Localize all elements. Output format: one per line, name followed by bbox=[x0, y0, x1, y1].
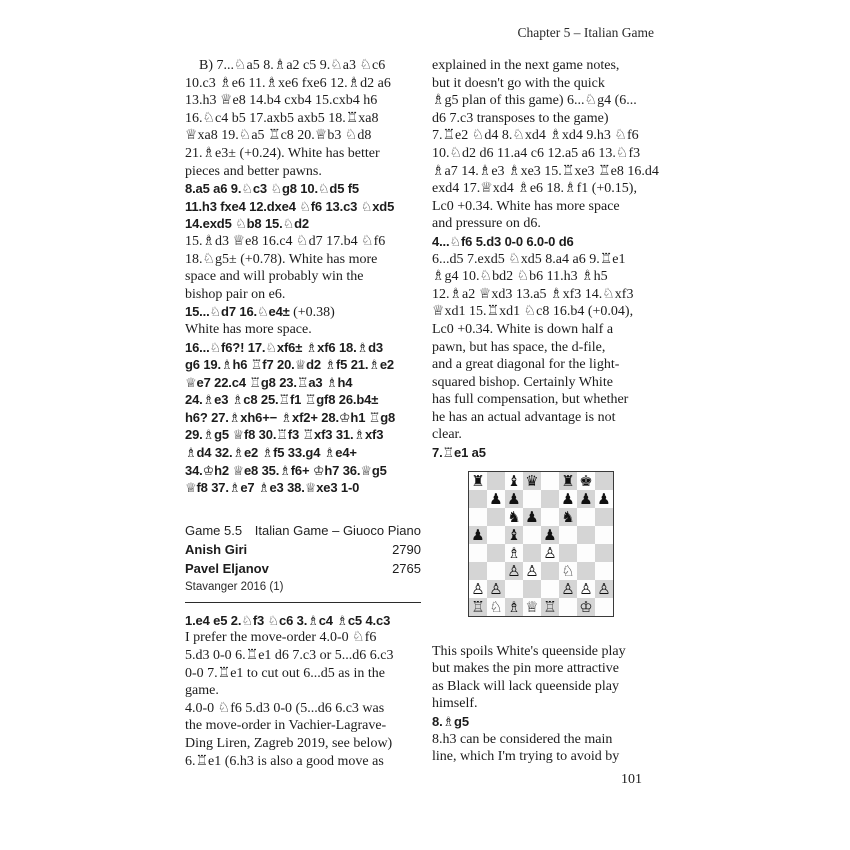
move-text: g6 19.♗h6 ♖f7 20.♕d2 ♗f5 21.♗e2 bbox=[185, 357, 394, 373]
black-player-row bbox=[185, 559, 421, 578]
white-rook-piece: ♖ bbox=[543, 597, 557, 616]
board-square bbox=[541, 508, 559, 526]
board-square bbox=[577, 508, 595, 526]
move-text: h6? 27.♗xh6+− ♗xf2+ 28.♔h1 ♖g8 bbox=[185, 409, 396, 425]
board-square bbox=[523, 526, 541, 544]
text-line bbox=[185, 339, 421, 357]
commentary-text: 0-0 7.♖e1 to cut out 6...d5 as in the bbox=[185, 665, 385, 681]
board-square bbox=[541, 526, 559, 544]
commentary-text: explained in the next game notes, bbox=[432, 58, 620, 73]
board-square bbox=[595, 598, 613, 616]
commentary-text: ♕xa8 19.♘a5 ♖c8 20.♕b3 ♘d8 bbox=[185, 128, 372, 144]
text-line bbox=[185, 479, 421, 497]
game-number: Game 5.5 bbox=[185, 522, 243, 538]
board-square bbox=[559, 472, 577, 490]
text-line bbox=[185, 735, 421, 753]
text-line bbox=[432, 145, 668, 163]
text-line bbox=[432, 180, 668, 198]
board-square bbox=[595, 580, 613, 598]
board-square bbox=[559, 508, 577, 526]
analysis-text-block bbox=[432, 643, 668, 766]
game-header-block bbox=[185, 521, 421, 603]
text-line bbox=[432, 444, 668, 462]
text-line bbox=[432, 198, 668, 216]
commentary-text: I prefer the move-order 4.0-0 ♘f6 bbox=[185, 630, 377, 646]
move-text: ♕f8 37.♗e7 ♗e3 38.♕xe3 1-0 bbox=[185, 480, 360, 496]
right-column bbox=[432, 57, 668, 766]
commentary-text: 10.♘d2 d6 11.a4 c6 12.a5 a6 13.♘f3 bbox=[432, 145, 641, 161]
text-line bbox=[185, 700, 421, 718]
text-line bbox=[185, 462, 421, 480]
commentary-text: exd4 17.♕xd4 ♗e6 18.♗f1 (+0.15), bbox=[432, 181, 637, 197]
text-line bbox=[185, 409, 421, 427]
board-square bbox=[487, 508, 505, 526]
text-line bbox=[432, 233, 668, 251]
board-square bbox=[559, 580, 577, 598]
board-square bbox=[523, 490, 541, 508]
text-line bbox=[185, 145, 421, 163]
commentary-text: game. bbox=[185, 683, 219, 699]
white-bishop-piece: ♗ bbox=[507, 543, 521, 562]
board-square bbox=[559, 598, 577, 616]
text-line bbox=[185, 356, 421, 374]
board-square bbox=[577, 580, 595, 598]
board-square bbox=[595, 508, 613, 526]
left-column bbox=[185, 57, 421, 770]
board-square bbox=[487, 580, 505, 598]
white-knight-piece: ♘ bbox=[561, 561, 575, 580]
text-line bbox=[185, 682, 421, 700]
board-square bbox=[469, 508, 487, 526]
commentary-text: d6 7.c3 transposes to the game) bbox=[432, 110, 609, 126]
board-square bbox=[469, 544, 487, 562]
board-square bbox=[505, 598, 523, 616]
board-square bbox=[487, 562, 505, 580]
text-line bbox=[432, 374, 668, 392]
board-square bbox=[469, 526, 487, 544]
text-line bbox=[185, 251, 421, 269]
text-line bbox=[185, 444, 421, 462]
black-pawn-piece: ♟ bbox=[597, 489, 611, 508]
commentary-text: pieces and better pawns. bbox=[185, 163, 322, 179]
game-title-row bbox=[185, 521, 421, 540]
white-player-rating: 2790 bbox=[392, 541, 421, 557]
black-pawn-piece: ♟ bbox=[507, 489, 521, 508]
board-square bbox=[523, 508, 541, 526]
text-line bbox=[185, 268, 421, 286]
board-square bbox=[469, 580, 487, 598]
text-line bbox=[185, 233, 421, 251]
board-square bbox=[469, 490, 487, 508]
black-pawn-piece: ♟ bbox=[471, 525, 485, 544]
white-rook-piece: ♖ bbox=[471, 597, 485, 616]
board-square bbox=[505, 562, 523, 580]
text-line bbox=[185, 374, 421, 392]
commentary-text: 21.♗e3± (+0.24). White has better bbox=[185, 145, 380, 161]
analysis-text-block bbox=[432, 57, 668, 462]
text-line bbox=[185, 57, 421, 75]
text-line bbox=[185, 92, 421, 110]
commentary-text: himself. bbox=[432, 696, 478, 712]
black-pawn-piece: ♟ bbox=[579, 489, 593, 508]
move-text: 34.♔h2 ♕e8 35.♗f6+ ♔h7 36.♕g5 bbox=[185, 462, 387, 478]
board-square bbox=[541, 472, 559, 490]
move-text: 29.♗g5 ♕f8 30.♖f3 ♖xf3 31.♗xf3 bbox=[185, 427, 384, 443]
commentary-text: ♗g4 10.♘bd2 ♘b6 11.h3 ♗h5 bbox=[432, 269, 608, 285]
commentary-text: B) 7...♘a5 8.♗a2 c5 9.♘a3 ♘c6 bbox=[199, 58, 386, 73]
move-text: 11.h3 fxe4 12.dxe4 ♘f6 13.c3 ♘xd5 bbox=[185, 198, 395, 214]
commentary-text: ♕xd1 15.♖xd1 ♘c8 16.b4 (+0.04), bbox=[432, 304, 634, 320]
commentary-text: ♗g5 plan of this game) 6...♘g4 (6... bbox=[432, 93, 637, 109]
white-pawn-piece: ♙ bbox=[489, 579, 503, 598]
black-knight-piece: ♞ bbox=[507, 507, 521, 526]
commentary-text: bishop pair on e6. bbox=[185, 286, 286, 302]
text-line bbox=[432, 110, 668, 128]
text-line bbox=[432, 731, 668, 749]
board-square bbox=[505, 508, 523, 526]
text-line bbox=[432, 339, 668, 357]
text-line bbox=[432, 391, 668, 409]
board-square bbox=[595, 526, 613, 544]
game-text-block bbox=[185, 612, 421, 770]
text-line bbox=[185, 426, 421, 444]
move-text: 8.♗g5 bbox=[432, 714, 469, 730]
board-square bbox=[595, 490, 613, 508]
text-line bbox=[185, 303, 421, 321]
text-line bbox=[185, 321, 421, 339]
white-queen-piece: ♕ bbox=[525, 597, 539, 616]
board-square bbox=[577, 472, 595, 490]
commentary-text: White has more space. bbox=[185, 321, 312, 337]
white-pawn-piece: ♙ bbox=[525, 561, 539, 580]
text-line bbox=[185, 717, 421, 735]
commentary-text: (+0.38) bbox=[293, 305, 335, 321]
text-line bbox=[432, 127, 668, 145]
text-line bbox=[432, 286, 668, 304]
text-line bbox=[432, 92, 668, 110]
commentary-text: but it doesn't go with the quick bbox=[432, 75, 605, 91]
commentary-text: he has an actual advantage is not bbox=[432, 409, 616, 425]
commentary-text: 4.0-0 ♘f6 5.d3 0-0 (5...d6 6.c3 was bbox=[185, 700, 385, 716]
board-square bbox=[469, 562, 487, 580]
game-event: Stavanger 2016 (1) bbox=[185, 580, 284, 593]
board-square bbox=[577, 562, 595, 580]
commentary-text: 13.h3 ♕e8 14.b4 cxb4 15.cxb4 h6 bbox=[185, 93, 378, 109]
commentary-text: and a great diagonal for the light- bbox=[432, 357, 620, 373]
text-line bbox=[432, 356, 668, 374]
move-text: 8.a5 a6 9.♘c3 ♘g8 10.♘d5 f5 bbox=[185, 181, 360, 197]
board-square bbox=[541, 544, 559, 562]
text-line bbox=[432, 660, 668, 678]
text-line bbox=[185, 127, 421, 145]
board-square bbox=[487, 490, 505, 508]
text-line bbox=[185, 110, 421, 128]
commentary-text: squared bishop. Certainly White bbox=[432, 374, 613, 390]
commentary-text: 12.♗a2 ♕xd3 13.a5 ♗xf3 14.♘xf3 bbox=[432, 286, 634, 302]
white-pawn-piece: ♙ bbox=[561, 579, 575, 598]
text-line bbox=[185, 163, 421, 181]
white-knight-piece: ♘ bbox=[489, 597, 503, 616]
text-line bbox=[432, 75, 668, 93]
commentary-text: has full compensation, but whether bbox=[432, 392, 629, 408]
text-line bbox=[432, 268, 668, 286]
commentary-text: but makes the pin more attractive bbox=[432, 661, 619, 677]
board-square bbox=[523, 598, 541, 616]
board-square bbox=[505, 472, 523, 490]
text-line bbox=[432, 713, 668, 731]
text-line bbox=[185, 753, 421, 771]
text-line bbox=[185, 198, 421, 216]
text-line bbox=[432, 57, 668, 75]
divider-rule bbox=[185, 602, 421, 603]
text-line bbox=[185, 215, 421, 233]
text-line bbox=[432, 748, 668, 766]
black-bishop-piece: ♝ bbox=[507, 525, 521, 544]
commentary-text: 6...d5 7.exd5 ♘xd5 8.a4 a6 9.♖e1 bbox=[432, 251, 626, 267]
white-player-row bbox=[185, 540, 421, 559]
commentary-text: 16.♘c4 b5 17.axb5 axb5 18.♖xa8 bbox=[185, 110, 379, 126]
board-square bbox=[541, 490, 559, 508]
white-pawn-piece: ♙ bbox=[471, 579, 485, 598]
black-pawn-piece: ♟ bbox=[489, 489, 503, 508]
move-text: 7.♖e1 a5 bbox=[432, 445, 486, 461]
board-square bbox=[577, 598, 595, 616]
chess-board bbox=[468, 471, 614, 617]
board-square bbox=[487, 598, 505, 616]
board-square bbox=[523, 472, 541, 490]
board-square bbox=[523, 544, 541, 562]
black-rook-piece: ♜ bbox=[471, 471, 485, 490]
board-square bbox=[505, 526, 523, 544]
commentary-text: Ding Liren, Zagreb 2019, see below) bbox=[185, 736, 393, 751]
white-king-piece: ♔ bbox=[579, 597, 593, 616]
analysis-text-block bbox=[185, 57, 421, 497]
black-pawn-piece: ♟ bbox=[525, 507, 539, 526]
commentary-text: 15.♗d3 ♕e8 16.c4 ♘d7 17.b4 ♘f6 bbox=[185, 233, 386, 249]
white-pawn-piece: ♙ bbox=[597, 579, 611, 598]
black-player-rating: 2765 bbox=[392, 560, 421, 576]
board-square bbox=[523, 562, 541, 580]
commentary-text: 5.d3 0-0 6.♖e1 d6 7.c3 or 5...d6 6.c3 bbox=[185, 648, 394, 664]
commentary-text: pawn, but has space, the d-file, bbox=[432, 339, 606, 355]
commentary-text: Lc0 +0.34. White is down half a bbox=[432, 321, 614, 337]
commentary-text: as Black will lack queenside play bbox=[432, 678, 619, 694]
text-line bbox=[432, 426, 668, 444]
move-text: ♗d4 32.♗e2 ♗f5 33.g4 ♗e4+ bbox=[185, 445, 357, 461]
move-text: 16...♘f6?! 17.♘xf6± ♗xf6 18.♗d3 bbox=[185, 339, 383, 355]
black-king-piece: ♚ bbox=[579, 471, 593, 490]
commentary-text: and pressure on d6. bbox=[432, 216, 541, 232]
white-pawn-piece: ♙ bbox=[543, 543, 557, 562]
move-text: 4...♘f6 5.d3 0-0 6.0-0 d6 bbox=[432, 233, 574, 249]
chapter-header: Chapter 5 – Italian Game bbox=[517, 25, 654, 40]
text-line bbox=[432, 163, 668, 181]
commentary-text: space and will probably win the bbox=[185, 269, 364, 285]
board-square bbox=[487, 472, 505, 490]
text-line bbox=[185, 612, 421, 630]
commentary-text: the move-order in Vachier-Lagrave- bbox=[185, 718, 387, 734]
white-pawn-piece: ♙ bbox=[579, 579, 593, 598]
text-line bbox=[432, 643, 668, 661]
move-text: 14.exd5 ♘b8 15.♘d2 bbox=[185, 216, 309, 232]
game-opening: Italian Game – Giuoco Piano bbox=[254, 522, 421, 538]
text-line bbox=[185, 629, 421, 647]
board-square bbox=[541, 562, 559, 580]
commentary-text: This spoils White's queenside play bbox=[432, 643, 626, 659]
board-square bbox=[559, 562, 577, 580]
black-rook-piece: ♜ bbox=[561, 471, 575, 490]
white-pawn-piece: ♙ bbox=[507, 561, 521, 580]
text-line bbox=[185, 180, 421, 198]
text-line bbox=[432, 409, 668, 427]
commentary-text: clear. bbox=[432, 427, 462, 443]
move-text: 24.♗e3 ♗c8 25.♖f1 ♖gf8 26.b4± bbox=[185, 392, 379, 408]
black-pawn-piece: ♟ bbox=[543, 525, 557, 544]
black-queen-piece: ♛ bbox=[525, 471, 539, 490]
text-line bbox=[432, 695, 668, 713]
board-square bbox=[541, 598, 559, 616]
move-text: ♕e7 22.c4 ♖g8 23.♖a3 ♗h4 bbox=[185, 374, 353, 390]
board-square bbox=[505, 490, 523, 508]
text-line bbox=[432, 321, 668, 339]
commentary-text: 6.♖e1 (6.h3 is also a good move as bbox=[185, 753, 384, 769]
board-square bbox=[577, 544, 595, 562]
board-square bbox=[469, 598, 487, 616]
commentary-text: 8.h3 can be considered the main bbox=[432, 731, 613, 747]
white-bishop-piece: ♗ bbox=[507, 597, 521, 616]
commentary-text: ♗a7 14.♗e3 ♗xe3 15.♖xe3 ♖e8 16.d4 bbox=[432, 163, 659, 179]
page-number: 101 bbox=[621, 772, 642, 787]
text-line bbox=[432, 215, 668, 233]
white-player-name: Anish Giri bbox=[185, 541, 248, 557]
board-square bbox=[595, 472, 613, 490]
board-square bbox=[577, 526, 595, 544]
text-line bbox=[432, 251, 668, 269]
text-line bbox=[432, 303, 668, 321]
board-square bbox=[595, 544, 613, 562]
board-square bbox=[595, 562, 613, 580]
move-text: 15...♘d7 16.♘e4± bbox=[185, 304, 294, 320]
move-text: 1.e4 e5 2.♘f3 ♘c6 3.♗c4 ♗c5 4.c3 bbox=[185, 612, 391, 628]
board-square bbox=[559, 544, 577, 562]
board-square bbox=[577, 490, 595, 508]
board-square bbox=[505, 580, 523, 598]
chess-diagram bbox=[468, 471, 668, 617]
black-player-name: Pavel Eljanov bbox=[185, 560, 269, 576]
commentary-text: 10.c3 ♗e6 11.♗xe6 fxe6 12.♗d2 a6 bbox=[185, 75, 391, 91]
board-square bbox=[469, 472, 487, 490]
board-square bbox=[541, 580, 559, 598]
commentary-text: line, which I'm trying to avoid by bbox=[432, 749, 620, 765]
text-line bbox=[185, 391, 421, 409]
commentary-text: 7.♖e2 ♘d4 8.♘xd4 ♗xd4 9.h3 ♘f6 bbox=[432, 128, 639, 144]
board-square bbox=[487, 526, 505, 544]
black-knight-piece: ♞ bbox=[561, 507, 575, 526]
text-line bbox=[185, 286, 421, 304]
board-square bbox=[559, 526, 577, 544]
text-line bbox=[185, 75, 421, 93]
board-square bbox=[505, 544, 523, 562]
text-line bbox=[432, 678, 668, 696]
text-line bbox=[185, 665, 421, 683]
black-pawn-piece: ♟ bbox=[561, 489, 575, 508]
black-bishop-piece: ♝ bbox=[507, 471, 521, 490]
commentary-text: 18.♘g5± (+0.78). White has more bbox=[185, 251, 378, 267]
board-square bbox=[523, 580, 541, 598]
text-line bbox=[185, 647, 421, 665]
commentary-text: Lc0 +0.34. White has more space bbox=[432, 198, 620, 214]
board-square bbox=[487, 544, 505, 562]
board-square bbox=[559, 490, 577, 508]
